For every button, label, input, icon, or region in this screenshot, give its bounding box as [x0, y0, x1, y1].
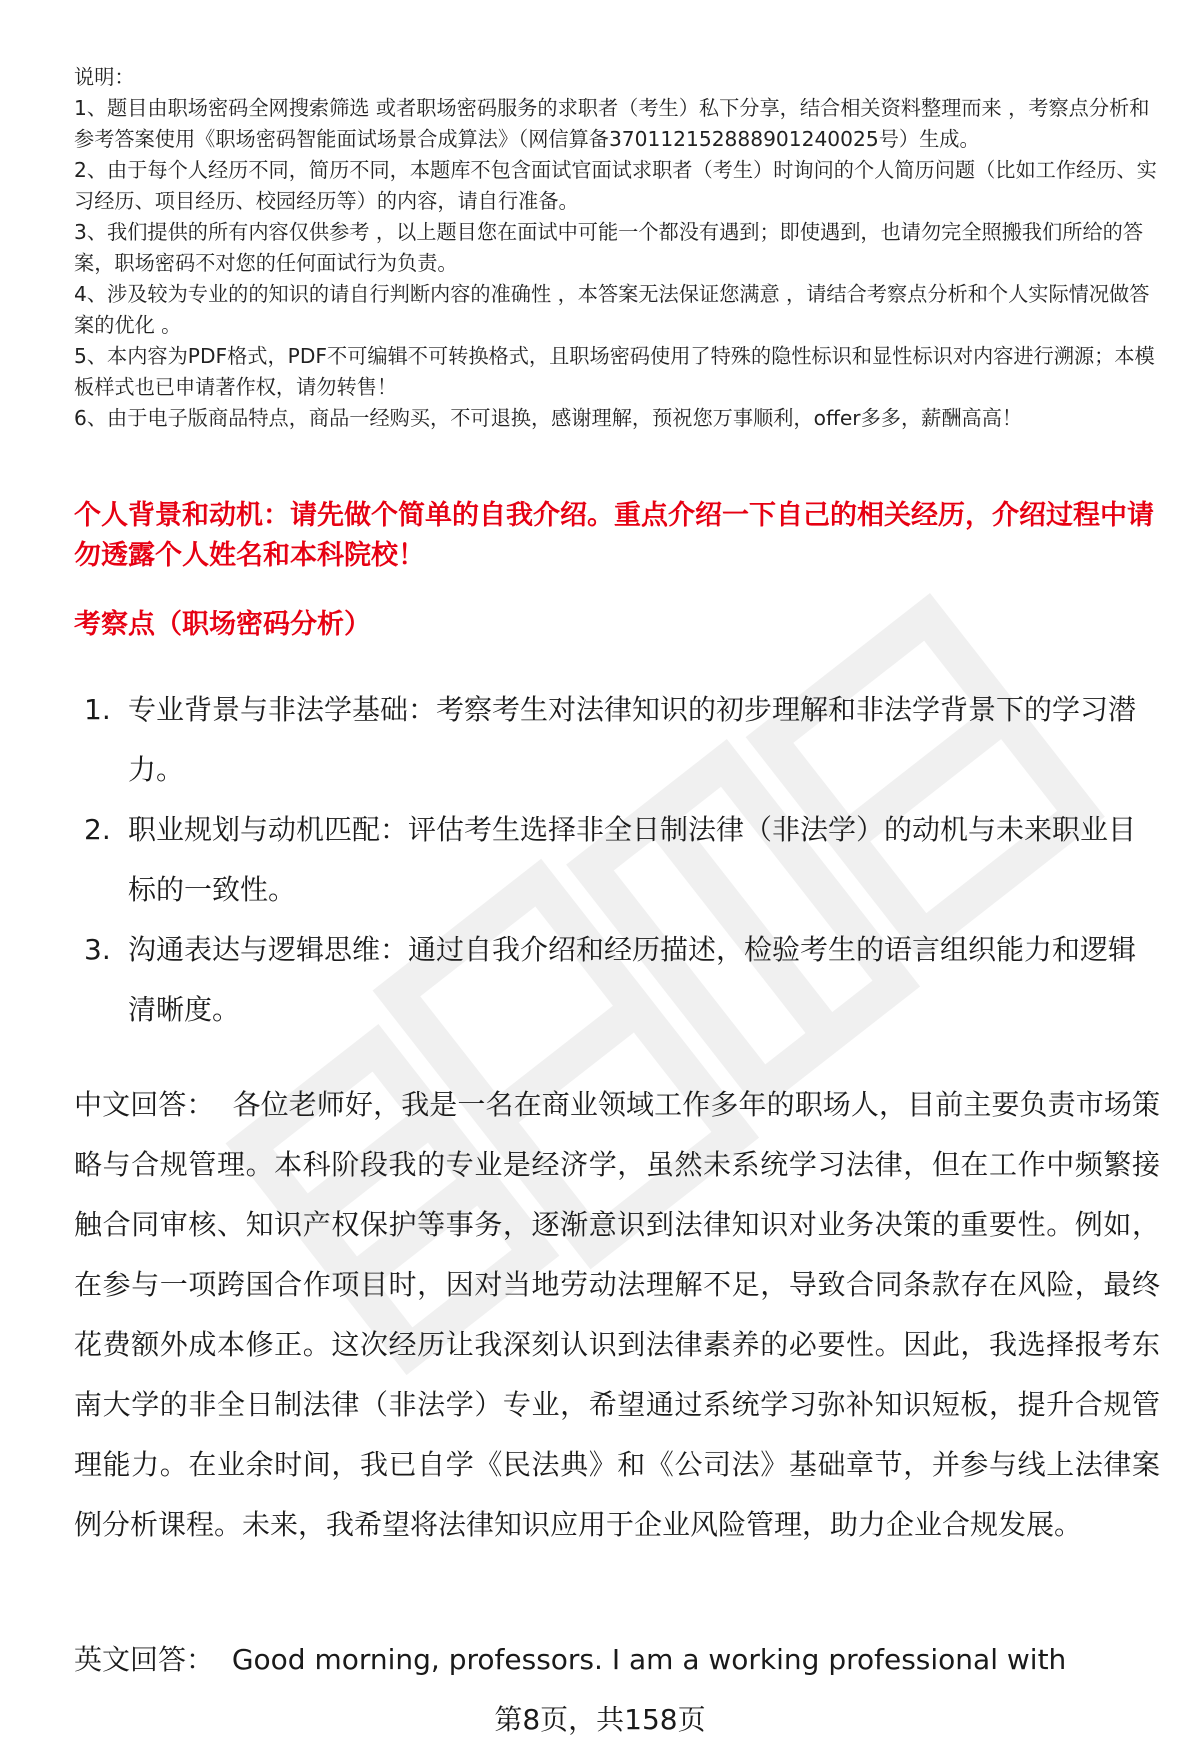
notes-title: 说明：	[74, 65, 135, 89]
point-number: 3.	[84, 933, 111, 966]
note-item-4: 4、涉及较为专业的的知识的请自行判断内容的准确性 ，本答案无法保证您满意 ，请结合考察点分析和个人实际情况做答案的优化 。	[74, 282, 1150, 337]
note-item-2: 2、由于每个人经历不同，简历不同，本题库不包含面试官面试求职者（考生）时询问的个人简历问题（比如工作经历、实习经历、项目经历、校园经历等）的内容，请自行准备。	[74, 158, 1157, 213]
note-item-6: 6、由于电子版商品特点，商品一经购买，不可退换，感谢理解，预祝您万事顺利，offer多多，薪酬高高！	[74, 406, 1023, 430]
answer-en-text: Good morning, professors. I am a working professional with	[231, 1643, 1067, 1676]
point-number: 1.	[84, 693, 111, 726]
answer-en-label: 英文回答：	[74, 1643, 215, 1676]
point-text: 沟通表达与逻辑思维：通过自我介绍和经历描述，检验考生的语言组织能力和逻辑清晰度。	[128, 933, 1137, 1026]
note-item-5: 5、本内容为PDF格式，PDF不可编辑不可转换格式，且职场密码使用了特殊的隐性标识和显性标识对内容进行溯源；本模板样式也已申请著作权，请勿转售！	[74, 344, 1155, 399]
notes-section	[74, 62, 1159, 434]
answer-cn	[74, 1075, 1160, 1555]
note-item-1: 1、题目由职场密码全网搜索筛选 或者职场密码服务的求职者（考生）私下分享，结合相关资料整理而来 ，考察点分析和参考答案使用《职场密码智能面试场景合成算法》（网信算备370112152888901240025号）生成。	[74, 96, 1150, 151]
question-title: 个人背景和动机：请先做个简单的自我介绍。重点介绍一下自己的相关经历，介绍过程中请勿透露个人姓名和本科院校！	[74, 500, 1154, 571]
analysis-title: 考察点（职场密码分析）	[74, 609, 371, 640]
page-footer: 第8页，共158页	[494, 1703, 706, 1736]
point-text: 专业背景与非法学基础：考察考生对法律知识的初步理解和非法学背景下的学习潜力。	[128, 693, 1137, 786]
analysis-points-list	[74, 680, 1159, 1040]
answer-en	[74, 1630, 1160, 1690]
answer-cn-text: 各位老师好，我是一名在商业领域工作多年的职场人，目前主要负责市场策略与合规管理。本科阶段我的专业是经济学，虽然未系统学习法律，但在工作中频繁接触合同审核、知识产权保护等事务，逐渐意识到法律知识对业务决策的重要性。例如，在参与一项跨国合作项目时，因对当地劳动法理解不足，导致合同条款存在风险，最终花费额外成本修正。这次经历让我深刻认识到法律素养的必要性。因此，我选择报考东南大学的非全日制法律（非法学）专业，希望通过系统学习弥补知识短板，提升合规管理能力。在业余时间，我已自学《民法典》和《公司法》基础章节，并参与线上法律案例分析课程。未来，我希望将法律知识应用于企业风险管理，助力企业合规发展。	[74, 1088, 1160, 1541]
analysis-point	[74, 800, 1159, 920]
analysis-point	[74, 680, 1159, 800]
note-item-3: 3、我们提供的所有内容仅供参考 ，以上题目您在面试中可能一个都没有遇到；即使遇到，也请勿完全照搬我们所给的答案，职场密码不对您的任何面试行为负责。	[74, 220, 1144, 275]
answer-cn-label: 中文回答：	[74, 1088, 215, 1121]
analysis-point	[74, 920, 1159, 1040]
point-number: 2.	[84, 813, 111, 846]
point-text: 职业规划与动机匹配：评估考生选择非全日制法律（非法学）的动机与未来职业目标的一致性。	[128, 813, 1137, 906]
